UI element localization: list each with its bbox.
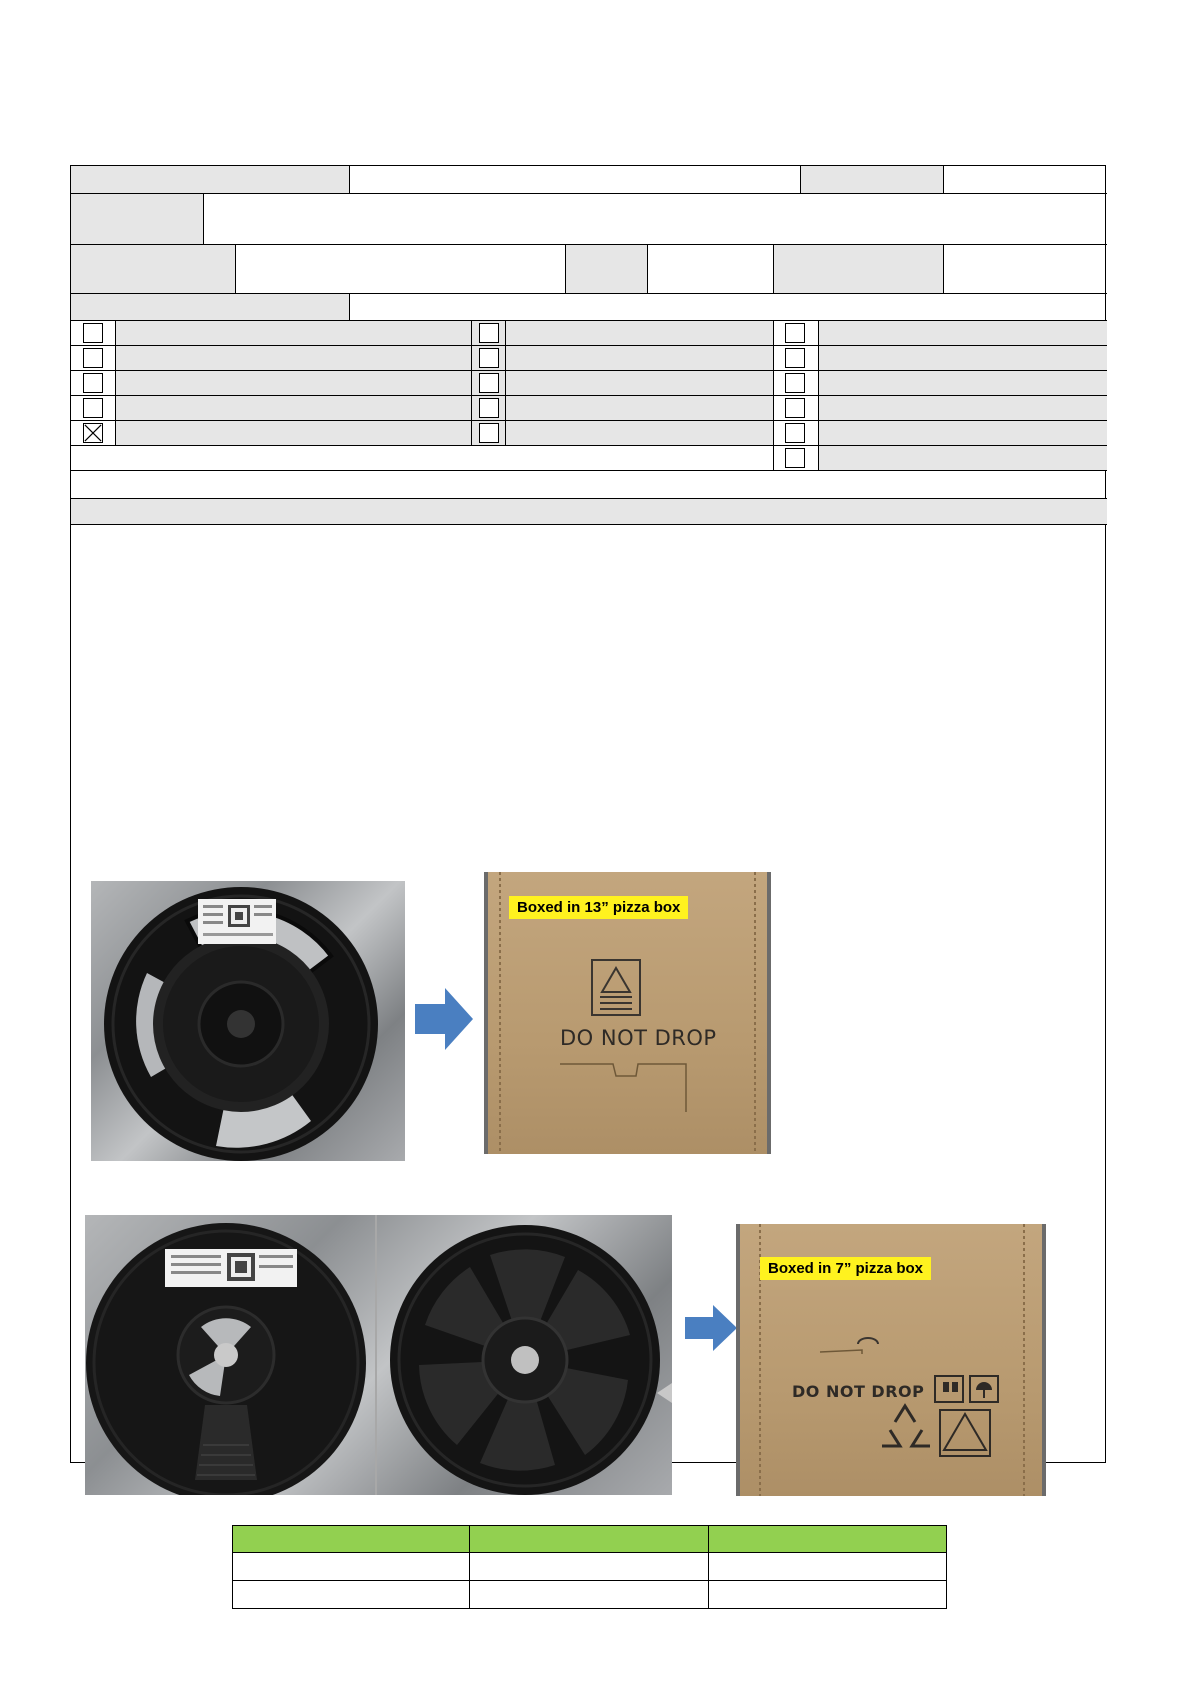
field-value-6[interactable] <box>943 245 1107 293</box>
field-value-7[interactable] <box>349 294 1107 320</box>
checkbox-6-3[interactable] <box>785 448 805 468</box>
option-label-1-2b <box>505 321 773 345</box>
checkbox-3-2[interactable] <box>479 373 499 393</box>
table-cell <box>470 1553 709 1581</box>
box-7-label: Boxed in 7” pizza box <box>760 1257 931 1280</box>
option-label-5-2 <box>505 421 773 445</box>
option-label-1-1 <box>115 321 541 345</box>
option-label-4-2 <box>505 396 773 420</box>
option-label-6-3 <box>818 446 1107 470</box>
checkbox-1-2[interactable] <box>479 323 499 343</box>
checkbox-2-3[interactable] <box>785 348 805 368</box>
reel-13-photo <box>91 881 405 1161</box>
field-label-2 <box>800 166 943 193</box>
option-label-4-1 <box>115 396 541 420</box>
checkbox-5-2[interactable] <box>479 423 499 443</box>
table-cell <box>709 1553 947 1581</box>
option-label-4-3 <box>818 396 1107 420</box>
option-label-5-1 <box>115 421 541 445</box>
option-label-3-1 <box>115 371 541 395</box>
reel-7-photo <box>85 1215 672 1495</box>
field-label-6 <box>773 245 943 293</box>
table-row <box>233 1553 947 1581</box>
table-header-cell <box>470 1526 709 1553</box>
description-body <box>71 525 1105 1462</box>
box-7-photo <box>736 1224 1046 1496</box>
table-header-cell <box>233 1526 470 1553</box>
field-label-1 <box>71 166 349 193</box>
checkbox-2-2[interactable] <box>479 348 499 368</box>
checkbox-4-3[interactable] <box>785 398 805 418</box>
checkbox-5-3[interactable] <box>785 423 805 443</box>
box-13-print: DO NOT DROP <box>560 1026 717 1050</box>
field-label-3 <box>71 194 203 244</box>
field-value-3[interactable] <box>203 194 1107 244</box>
table-cell <box>470 1581 709 1609</box>
field-label-4 <box>71 245 235 293</box>
table-cell <box>233 1581 470 1609</box>
table-row <box>233 1581 947 1609</box>
table-header-cell <box>709 1526 947 1553</box>
option-label-2-1 <box>115 346 541 370</box>
option-label-5-3 <box>818 421 1107 445</box>
reason-row[interactable] <box>71 471 1107 498</box>
table-header-row <box>233 1526 947 1553</box>
checkbox-1-1[interactable] <box>83 323 103 343</box>
box-13-photo <box>484 872 771 1154</box>
field-value-4[interactable] <box>235 245 565 293</box>
box-13-label: Boxed in 13” pizza box <box>509 896 688 919</box>
arrow-right-icon <box>685 1305 739 1351</box>
option-label-3-2 <box>505 371 773 395</box>
field-value-1[interactable] <box>349 166 800 193</box>
summary-table <box>232 1525 947 1609</box>
field-value-2[interactable] <box>943 166 1107 193</box>
description-header <box>71 499 1107 524</box>
option-label-3-3 <box>818 371 1107 395</box>
field-value-5[interactable] <box>647 245 773 293</box>
checkbox-2-1[interactable] <box>83 348 103 368</box>
table-cell <box>709 1581 947 1609</box>
reel-7-icon <box>85 1215 672 1495</box>
checkbox-1-3[interactable] <box>785 323 805 343</box>
box-7-print: DO NOT DROP <box>792 1382 925 1401</box>
checkbox-4-2[interactable] <box>479 398 499 418</box>
option-label-1-3 <box>818 321 1107 345</box>
option-row-6-blank <box>71 446 773 470</box>
field-label-7 <box>71 294 349 320</box>
arrow-right-icon <box>415 988 475 1050</box>
checkbox-3-1[interactable] <box>83 373 103 393</box>
checkbox-4-1[interactable] <box>83 398 103 418</box>
checkbox-checked-icon <box>84 424 102 442</box>
change-notice-form <box>70 165 1106 1463</box>
checkbox-3-3[interactable] <box>785 373 805 393</box>
checkbox-5-1[interactable] <box>83 423 103 443</box>
reel-13-icon <box>91 881 405 1161</box>
table-cell <box>233 1553 470 1581</box>
option-label-2-3 <box>818 346 1107 370</box>
option-label-2-2 <box>505 346 773 370</box>
field-label-5 <box>565 245 647 293</box>
